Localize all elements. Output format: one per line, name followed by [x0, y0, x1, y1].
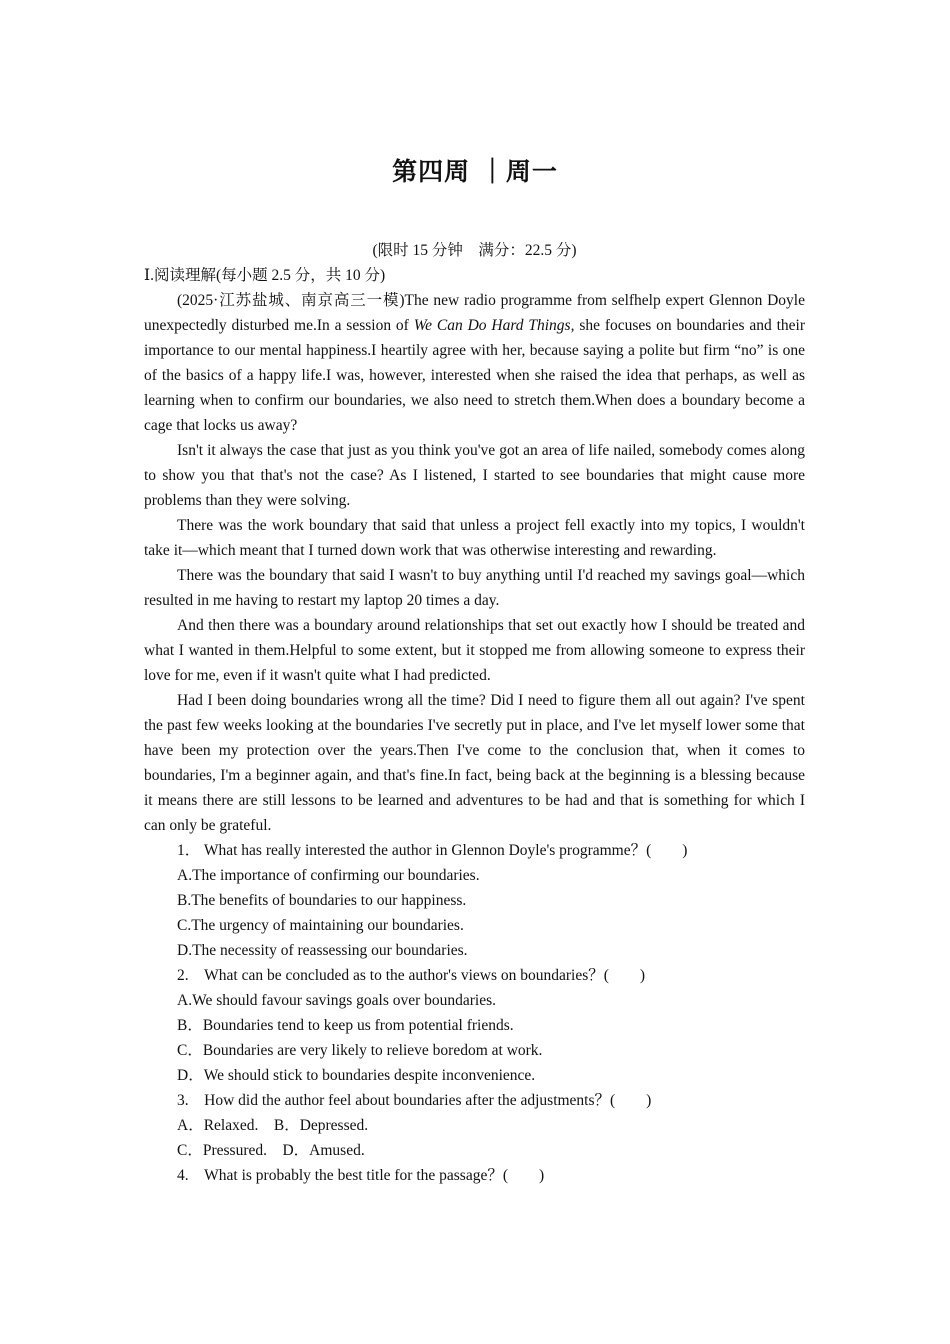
passage-paragraph-6: Had I been doing boundaries wrong all the time? Did I need to figure them all out again? I've spent the past few weeks looking at the boundaries I've secretly put in place, and I've let myself lower some that have been my protection over the years.Then I've come to the conclusion that, when it comes to boundaries, I'm a beginner again, and that's fine.In fact, being back at the beginning is a blessing because it means there are still lessons to be learned and adventures to be had and that is something for which I can only be grateful.	[144, 692, 805, 834]
question-1: 1． What has really interested the author in Glennon Doyle's programme？( )	[177, 842, 688, 859]
passage-paragraph-4: There was the boundary that said I wasn't to buy anything until I'd reached my savings goal—which resulted in me having to restart my laptop 20 times a day.	[144, 567, 805, 609]
question-2-option-d: D．We should stick to boundaries despite inconvenience.	[177, 1067, 536, 1084]
question-1-option-a: A.The importance of confirming our boundaries.	[177, 867, 480, 884]
page-title: 第四周 ｜周一	[392, 157, 558, 186]
question-3-options-cd: C．Pressured. D．Amused.	[177, 1142, 365, 1159]
passage-paragraph-5: And then there was a boundary around relationships that set out exactly how I should be treated and what I wanted in them.Helpful to some extent, but it stopped me from allowing someone to express their love for me, even if it wasn't quite what I had predicted.	[144, 617, 805, 684]
question-1-option-d: D.The necessity of reassessing our boundaries.	[177, 942, 468, 959]
worksheet-content	[144, 238, 805, 1188]
question-1-option-c: C.The urgency of maintaining our boundaries.	[177, 917, 464, 934]
section-heading: Ⅰ.阅读理解(每小题 2.5 分，共 10 分)	[144, 267, 386, 284]
question-3-options-ab: A．Relaxed. B．Depressed.	[177, 1117, 369, 1134]
question-4: 4. What is probably the best title for the passage？( )	[177, 1167, 545, 1184]
passage-paragraph-1: (2025·江苏盐城、南京高三一模)The new radio programme from selfhelp expert Glennon Doyle unexpectedly disturbed me.In a session of We Can Do Hard Things, she focuses on boundaries and their importance to our mental happiness.I heartily agree with her, because saying a polite but firm “no” is one of the basics of a happy life.I was, however, interested when she raised the idea that perhaps, as well as learning when to confirm our boundaries, we also need to stretch them.When does a boundary become a cage that locks us away?	[144, 292, 805, 434]
question-1-option-b: B.The benefits of boundaries to our happiness.	[177, 892, 467, 909]
passage-paragraph-2: Isn't it always the case that just as you think you've got an area of life nailed, somebody comes along to show you that that's not the case? As I listened, I started to see boundaries that might cause more problems than they were solving.	[144, 442, 805, 509]
question-3: 3. How did the author feel about boundaries after the adjustments？( )	[177, 1092, 652, 1109]
question-2-option-b: B．Boundaries tend to keep us from potential friends.	[177, 1017, 514, 1034]
time-limit-note: (限时 15 分钟 满分：22.5 分)	[372, 242, 577, 259]
question-2: 2. What can be concluded as to the author's views on boundaries？( )	[177, 967, 646, 984]
programme-title: We Can Do Hard Things,	[413, 317, 575, 334]
question-2-option-a: A.We should favour savings goals over boundaries.	[177, 992, 497, 1009]
passage-paragraph-3: There was the work boundary that said that unless a project fell exactly into my topics, I wouldn't take it—which meant that I turned down work that was otherwise interesting and rewarding.	[144, 517, 805, 559]
question-2-option-c: C．Boundaries are very likely to relieve boredom at work.	[177, 1042, 543, 1059]
